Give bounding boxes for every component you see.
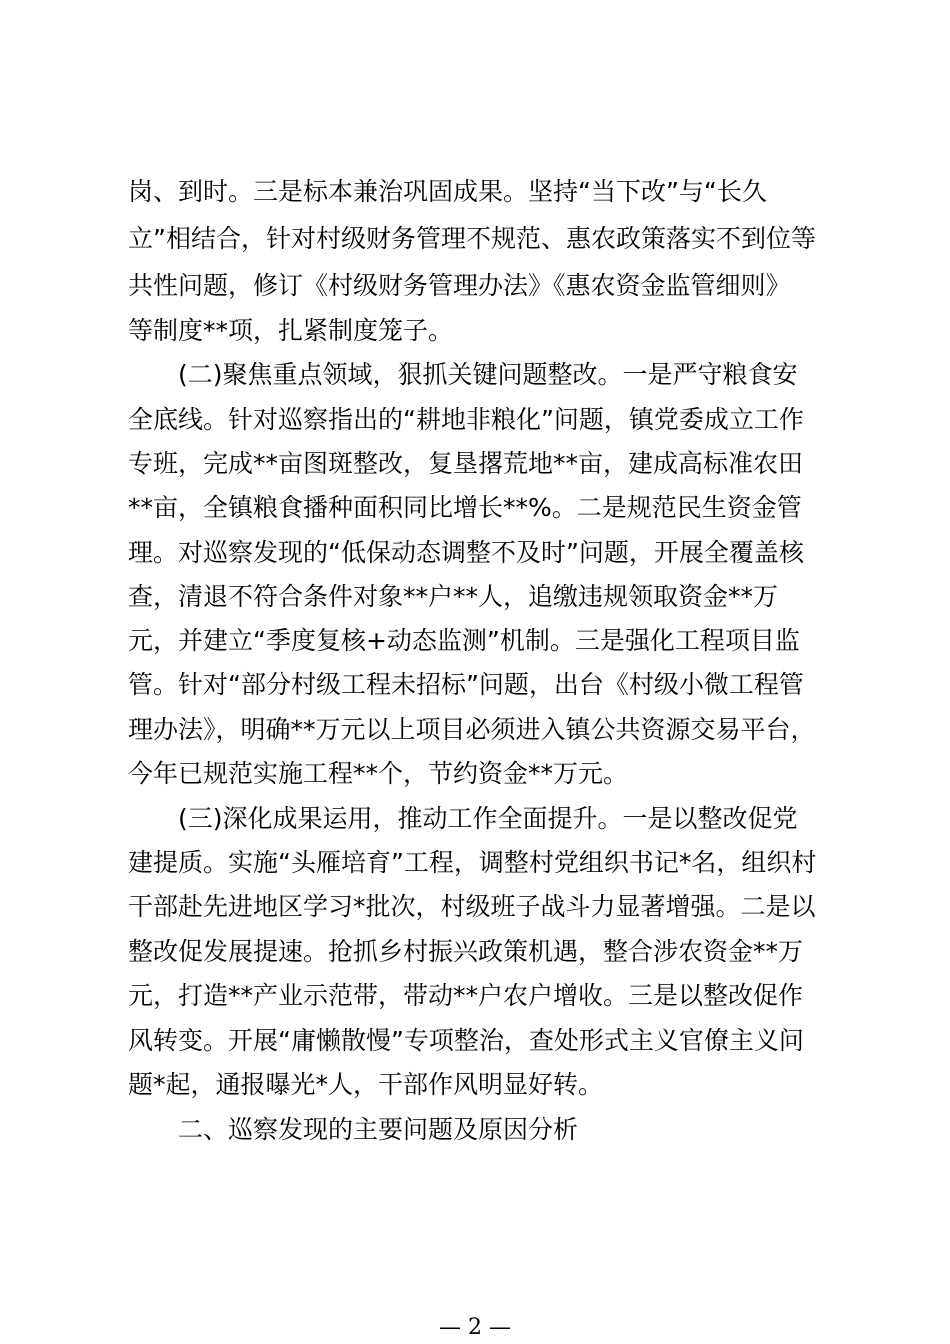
- text-line: 管。针对“部分村级工程未招标”问题，出台《村级小微工程管: [128, 670, 804, 699]
- section-heading-line: (三)深化成果运用，推动工作全面提升。一是以整改促党: [178, 804, 798, 833]
- text-line: **亩，全镇粮食播种面积同比增长**%。二是规范民生资金管: [128, 493, 802, 522]
- section-heading-line: (二)聚焦重点领域，狠抓关键问题整改。一是严守粮食安: [178, 360, 798, 389]
- text-line: 等制度**项，扎紧制度笼子。: [128, 316, 454, 345]
- text-line: 整改促发展提速。抢抓乡村振兴政策机遇，整合涉农资金**万: [128, 937, 804, 966]
- text-line: 元，并建立“季度复核+动态监测”机制。三是强化工程项目监: [128, 626, 800, 655]
- text-line: 今年已规范实施工程**个，节约资金**万元。: [128, 759, 629, 788]
- text-line: 干部赴先进地区学习*批次，村级班子战斗力显著增强。二是以: [128, 892, 816, 921]
- text-line: 查，清退不符合条件对象**户**人，追缴违规领取资金**万: [128, 582, 779, 611]
- text-line: 岗、到时。三是标本兼治巩固成果。坚持“当下改”与“长久: [128, 177, 767, 206]
- text-line: 专班，完成**亩图斑整改，复垦撂荒地**亩，建成高标准农田: [128, 449, 804, 478]
- text-line: 立”相结合，针对村级财务管理不规范、惠农政策落实不到位等: [128, 224, 816, 253]
- chapter-heading-line: 二、巡察发现的主要问题及原因分析: [178, 1115, 579, 1144]
- text-line: 建提质。实施“头雁培育”工程，调整村党组织书记*名，组织村: [128, 848, 817, 877]
- text-line: 共性问题，修订《村级财务管理办法》《惠农资金监管细则》: [128, 271, 791, 300]
- text-line: 全底线。针对巡察指出的“耕地非粮化”问题，镇党委成立工作: [128, 405, 804, 434]
- text-line: 理办法》，明确**万元以上项目必须进入镇公共资源交易平台，: [128, 715, 816, 744]
- page-number: — 2 —: [439, 1315, 511, 1340]
- text-line: 理。对巡察发现的“低保动态调整不及时”问题，开展全覆盖核: [128, 538, 804, 567]
- text-line: 元，打造**产业示范带，带动**户农户增收。三是以整改促作: [128, 981, 804, 1010]
- text-line: 题*起，通报曝光*人，干部作风明显好转。: [128, 1070, 604, 1099]
- text-line: 风转变。开展“庸懒散慢”专项整治，查处形式主义官僚主义问: [128, 1026, 804, 1055]
